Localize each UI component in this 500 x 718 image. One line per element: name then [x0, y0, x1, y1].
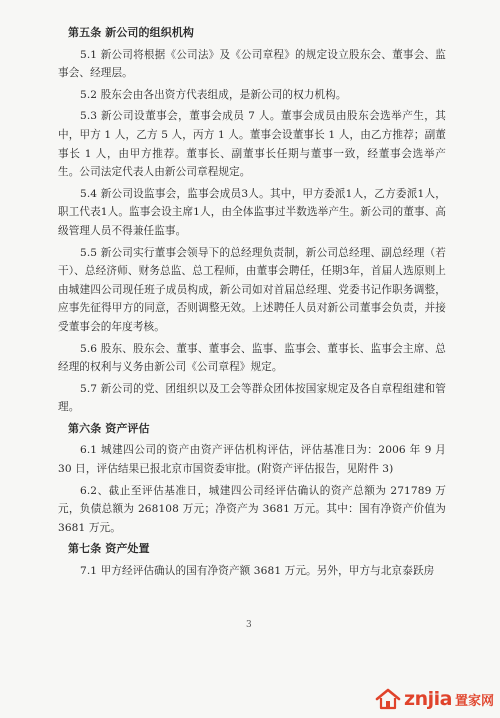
- watermark-chinese: 置家网: [454, 693, 494, 709]
- clause-5-3: 5.3 新公司设董事会，董事会成员 7 人。董事会成员由股东会选举产生，其中，甲方 1 人，乙方 5 人，丙方 1 人。董事会设董事长 1 人，由乙方推荐；副董事长 1 人，由甲方推荐。董事长、副董事长任期与董事一致，经董事会选举产生。公司法定代表人由新公司章程规定。: [58, 110, 446, 179]
- section-heading: 第六条 资产评估: [68, 421, 150, 435]
- clause-5-4: 5.4 新公司设监事会，监事会成员3人。其中，甲方委派1人，乙方委派1人，职工代表1人。监事会设主席1人，由全体监事过半数选举产生。新公司的董事、高级管理人员不得兼任监事。: [58, 187, 446, 237]
- page-number: 3: [246, 620, 252, 630]
- section-6: [58, 420, 446, 538]
- clause-5-2: 5.2 股东会由各出资方代表组成，是新公司的权力机构。: [80, 88, 347, 101]
- clause-5-7: 5.7 新公司的党、团组织以及工会等群众团体按国家规定及各自章程组建和管理。: [58, 382, 446, 414]
- section-5: [58, 24, 446, 417]
- clause-6-2: 6.2、截止至评估基准日，城建四公司经评估确认的资产总额为 271789 万元，负债总额为 268108 万元；净资产为 3681 万元。其中：国有净资产价值为 3681 万元。: [58, 484, 446, 534]
- section-7: [58, 540, 446, 580]
- clause-5-1: 5.1 新公司将根据《公司法》及《公司章程》的规定设立股东会、董事会、监事会、经理层。: [58, 48, 446, 80]
- clause-6-1: 6.1 城建四公司的资产由资产评估机构评估，评估基准日为：2006 年 9 月 30 日，评估结果已报北京市国资委审批。(附资产评估报告，见附件 3): [58, 444, 446, 476]
- clause-5-5: 5.5 新公司实行董事会领导下的总经理负责制，新公司总经理、副总经理（若干）、总经济师、财务总监、总工程师，由董事会聘任，任期3年，首届人选原则上由城建四公司现任班子成员构成，新公司如对首届总经理、党委书记作职务调整，应事先征得甲方的同意，否则调整无效。上述聘任人员对新公司董事会负责，并接受董事会的年度考核。: [58, 246, 446, 333]
- watermark: [375, 688, 494, 710]
- watermark-brand: znjia: [404, 688, 452, 710]
- house-logo-icon: [375, 688, 401, 710]
- clause-5-6: 5.6 股东、股东会、董事、董事会、监事、监事会、董事长、监事会主席、总经理的权利与义务由新公司《公司章程》规定。: [58, 342, 446, 374]
- section-heading: 第五条 新公司的组织机构: [68, 26, 195, 39]
- section-heading: 第七条 资产处置: [68, 542, 150, 556]
- clause-7-1: 7.1 甲方经评估确认的国有净资产额 3681 万元。另外，甲方与北京泰跃房: [80, 565, 435, 578]
- document-body: [58, 24, 446, 584]
